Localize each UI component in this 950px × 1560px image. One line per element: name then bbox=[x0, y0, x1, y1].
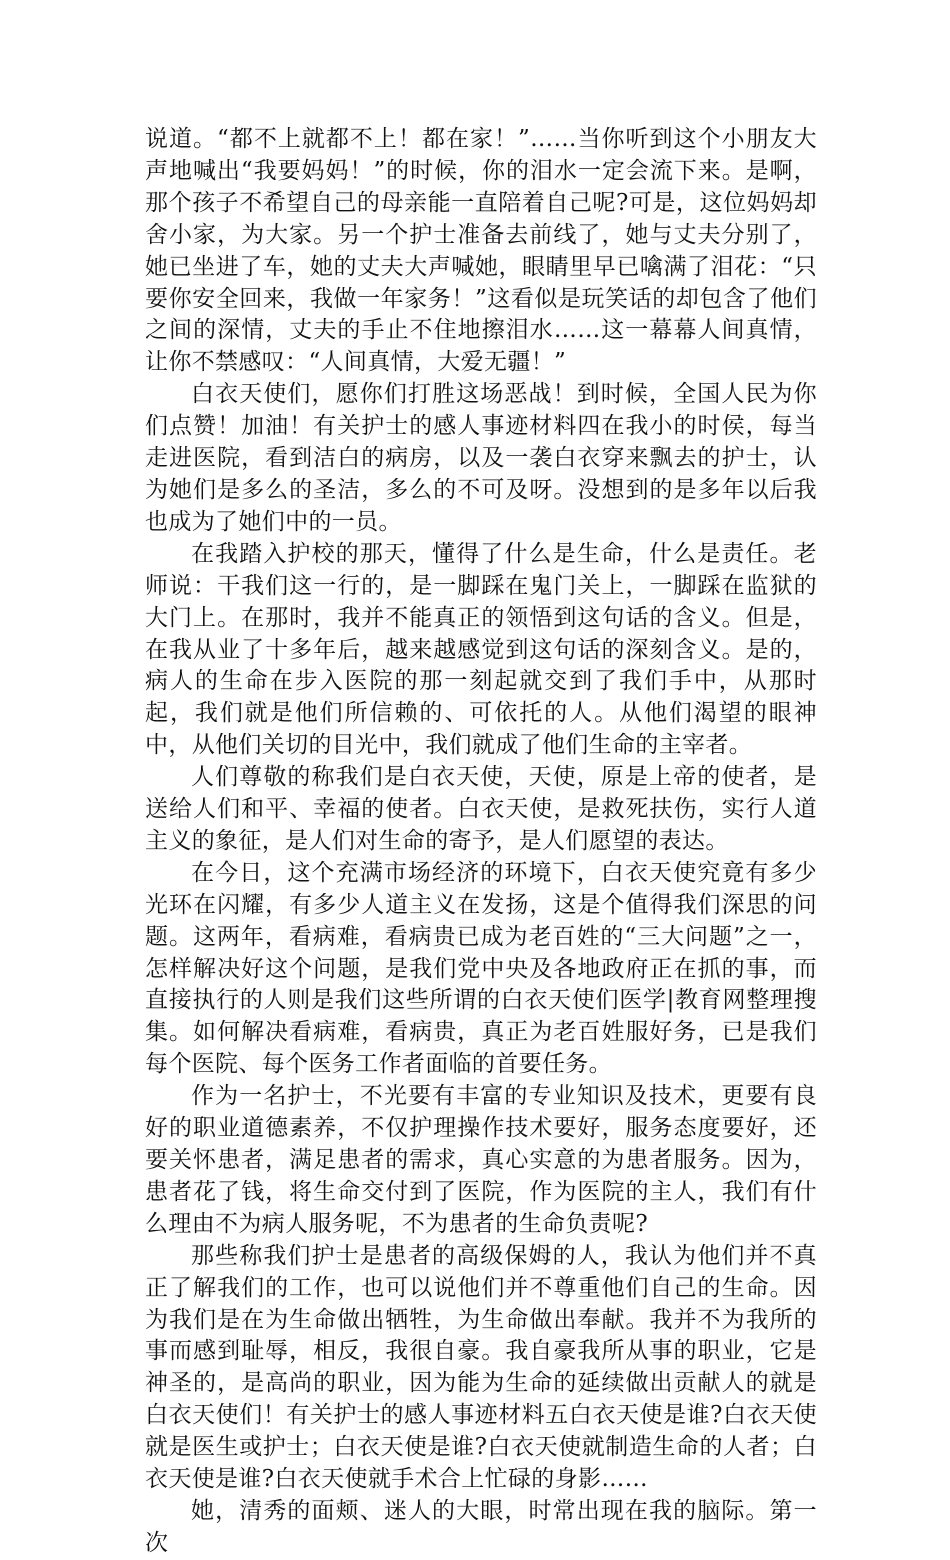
paragraph-5: 在今日，这个充满市场经济的环境下，白衣天使究竟有多少光环在闪耀，有多少人道主义在发扬，这是个值得我们深思的问题。这两年，看病难，看病贵已成为老百姓的“三大问题”之一，怎样解决好这个问题，是我们党中央及各地政府正在抓的事，而直接执行的人则是我们这些所谓的白衣天使们医学|教育网整理搜集。如何解决看病难，看病贵，真正为老百姓服好务，已是我们每个医院、每个医务工作者面临的首要任务。 bbox=[145, 859, 817, 1078]
paragraph-8: 她，清秀的面颊、迷人的大眼，时常出现在我的脑际。第一次 bbox=[145, 1497, 817, 1556]
paragraph-1: 说道。“都不上就都不上！都在家！”……当你听到这个小朋友大声地喊出“我要妈妈！”的时候，你的泪水一定会流下来。是啊，那个孩子不希望自己的母亲能一直陪着自己呢?可是，这位妈妈却舍小家，为大家。另一个护士准备去前线了，她与丈夫分别了，她已坐进了车，她的丈夫大声喊她，眼睛里早已噙满了泪花：“只要你安全回来，我做一年家务！”这看似是玩笑话的却包含了他们之间的深情，丈夫的手止不住地擦泪水……这一幕幕人间真情，让你不禁感叹：“人间真情，大爱无疆！” bbox=[145, 126, 817, 376]
paragraph-6: 作为一名护士，不光要有丰富的专业知识及技术，更要有良好的职业道德素养，不仅护理操作技术要好，服务态度要好，还要关怀患者，满足患者的需求，真心实意的为患者服务。因为，患者花了钱，将生命交付到了医院，作为医院的主人，我们有什么理由不为病人服务呢，不为患者的生命负责呢? bbox=[145, 1083, 817, 1237]
paragraph-4: 人们尊敬的称我们是白衣天使，天使，原是上帝的使者，是送给人们和平、幸福的使者。白衣天使，是救死扶伤，实行人道主义的象征，是人们对生命的寄予，是人们愿望的表达。 bbox=[145, 764, 817, 854]
paragraph-3: 在我踏入护校的那天，懂得了什么是生命，什么是责任。老师说：干我们这一行的，是一脚踩在鬼门关上，一脚踩在监狱的大门上。在那时，我并不能真正的领悟到这句话的含义。但是，在我从业了十多年后，越来越感觉到这句话的深刻含义。是的，病人的生命在步入医院的那一刻起就交到了我们手中，从那时起，我们就是他们所信赖的、可依托的人。从他们渴望的眼神中，从他们关切的目光中，我们就成了他们生命的主宰者。 bbox=[145, 540, 817, 759]
document-page bbox=[145, 124, 817, 1560]
paragraph-7: 那些称我们护士是患者的高级保姆的人，我认为他们并不真正了解我们的工作，也可以说他们并不尊重他们自己的生命。因为我们是在为生命做出牺牲，为生命做出奉献。我并不为我所的事而感到耻辱，相反，我很自豪。我自豪我所从事的职业，它是神圣的，是高尚的职业，因为能为生命的延续做出贡献人的就是白衣天使们！有关护士的感人事迹材料五白衣天使是谁?白衣天使就是医生或护士；白衣天使是谁?白衣天使就制造生命的人者；白衣天使是谁?白衣天使就手术合上忙碌的身影…… bbox=[145, 1242, 817, 1493]
paragraph-2: 白衣天使们，愿你们打胜这场恶战！到时候，全国人民为你们点赞！加油！有关护士的感人事迹材料四在我小的时侯，每当走进医院，看到洁白的病房，以及一袭白衣穿来飘去的护士，认为她们是多么的圣洁，多么的不可及呀。没想到的是多年以后我也成为了她们中的一员。 bbox=[145, 381, 817, 535]
